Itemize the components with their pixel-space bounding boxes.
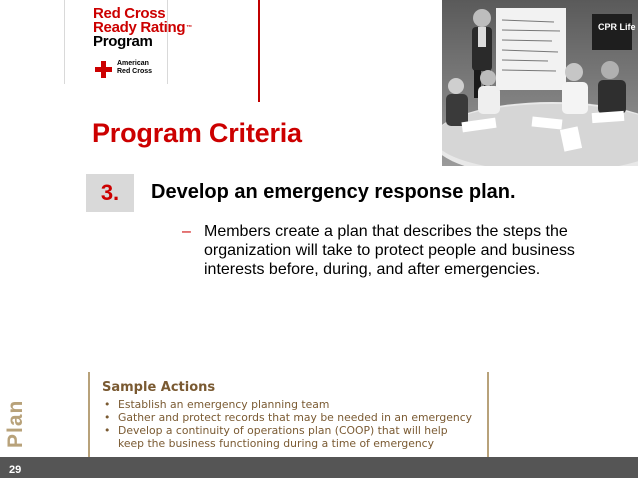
dash-bullet-icon: – bbox=[182, 223, 191, 240]
bullet-icon: • bbox=[104, 411, 111, 424]
bullet-icon: • bbox=[104, 398, 111, 411]
logo-line-ready-rating: Ready Rating™ bbox=[93, 19, 192, 36]
list-item: • Establish an emergency planning team bbox=[104, 398, 330, 411]
meeting-photo-illustration bbox=[442, 0, 638, 166]
bullet-icon: • bbox=[104, 424, 111, 437]
program-logo bbox=[93, 7, 192, 49]
logo-line-red-cross: Red Cross bbox=[93, 5, 166, 22]
list-item: • Gather and protect records that may be needed in an emergency bbox=[104, 411, 473, 424]
header-red-rule bbox=[258, 0, 260, 102]
criterion-description-text: Members create a plan that describes the steps the organization will take to protect people and business interests before, during, and after emergencies. bbox=[204, 223, 575, 278]
meeting-photo bbox=[442, 0, 638, 166]
footer-bar bbox=[0, 457, 638, 478]
page-number: 29 bbox=[9, 464, 22, 476]
american-red-cross-wordmark: American Red Cross bbox=[117, 60, 153, 75]
criterion-description bbox=[182, 222, 602, 279]
red-cross-icon bbox=[95, 61, 112, 78]
list-item: • Develop a continuity of operations plan (COOP) that will help keep the business functioning during a time of emergency bbox=[104, 424, 448, 450]
sample-actions-title: Sample Actions bbox=[102, 380, 216, 395]
page-title: Program Criteria bbox=[92, 118, 302, 148]
poster-text: CPR Life bbox=[598, 22, 636, 32]
logo-line-program: Program bbox=[93, 33, 153, 50]
criterion-heading: Develop an emergency response plan. bbox=[151, 181, 516, 203]
criterion-number-badge: 3. bbox=[86, 174, 134, 212]
actions-right-rule bbox=[487, 372, 489, 458]
sample-actions-list bbox=[102, 398, 472, 450]
sample-actions bbox=[102, 380, 472, 450]
actions-left-rule bbox=[88, 372, 90, 458]
side-label-plan: Plan bbox=[4, 399, 27, 448]
